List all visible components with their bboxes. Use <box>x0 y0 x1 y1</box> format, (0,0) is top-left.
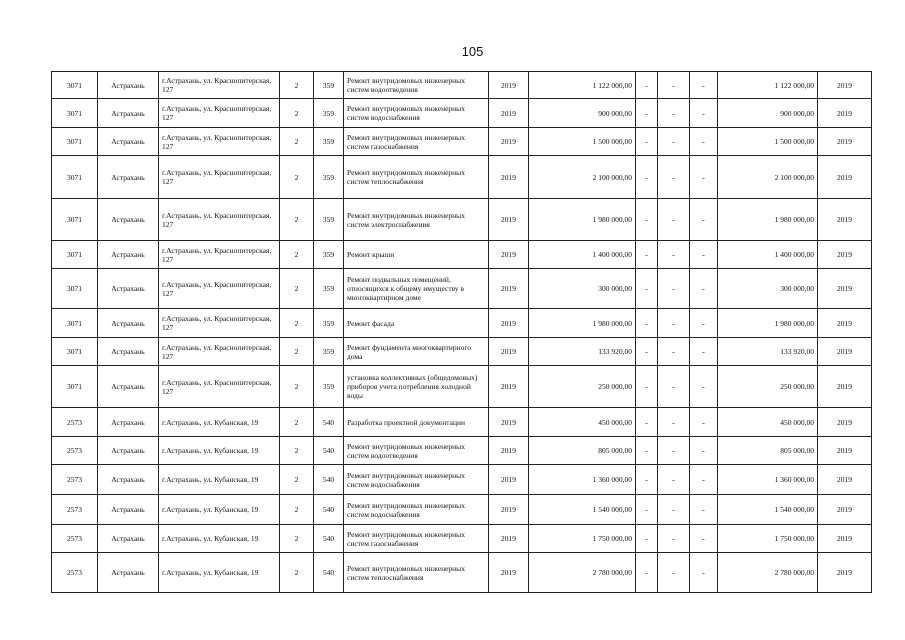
address-cell: г.Астрахань, ул. Краснопитерская, 127 <box>159 338 280 366</box>
dash-cell: - <box>690 199 718 241</box>
total-cell: 1 400 000,00 <box>718 241 818 269</box>
end-year-cell: 2019 <box>818 525 872 553</box>
city-cell: Астрахань <box>98 269 159 309</box>
table-row <box>52 128 872 156</box>
dash-cell: - <box>658 408 690 437</box>
end-year-cell: 2019 <box>818 309 872 338</box>
end-year-cell: 2019 <box>818 269 872 309</box>
number-cell: 2 <box>280 366 314 408</box>
id-cell: 359 <box>314 269 344 309</box>
id-cell: 540 <box>314 525 344 553</box>
code-cell: 3071 <box>52 269 98 309</box>
end-year-cell: 2019 <box>818 553 872 593</box>
number-cell: 2 <box>280 553 314 593</box>
end-year-cell: 2019 <box>818 408 872 437</box>
number-cell: 2 <box>280 156 314 199</box>
dash-cell: - <box>658 338 690 366</box>
number-cell: 2 <box>280 99 314 128</box>
amount-cell: 1 122 000,00 <box>529 72 636 99</box>
table-row <box>52 269 872 309</box>
table-body <box>52 72 872 593</box>
total-cell: 1 750 000,00 <box>718 525 818 553</box>
dash-cell: - <box>636 408 658 437</box>
work-type-cell: Ремонт внутридомовых инженерных систем водоотведения <box>344 437 489 465</box>
dash-cell: - <box>636 525 658 553</box>
address-cell: г.Астрахань, ул. Кубанская, 19 <box>159 553 280 593</box>
work-type-cell: Ремонт внутридомовых инженерных систем водоснабжения <box>344 99 489 128</box>
work-type-cell: Ремонт крыши <box>344 241 489 269</box>
city-cell: Астрахань <box>98 408 159 437</box>
code-cell: 3071 <box>52 338 98 366</box>
dash-cell: - <box>636 128 658 156</box>
year-cell: 2019 <box>489 338 529 366</box>
dash-cell: - <box>658 465 690 495</box>
address-cell: г.Астрахань, ул. Краснопитерская, 127 <box>159 309 280 338</box>
address-cell: г.Астрахань, ул. Кубанская, 19 <box>159 437 280 465</box>
code-cell: 2573 <box>52 553 98 593</box>
city-cell: Астрахань <box>98 465 159 495</box>
total-cell: 2 100 000,00 <box>718 156 818 199</box>
year-cell: 2019 <box>489 128 529 156</box>
id-cell: 359 <box>314 366 344 408</box>
address-cell: г.Астрахань, ул. Кубанская, 19 <box>159 525 280 553</box>
dash-cell: - <box>658 366 690 408</box>
dash-cell: - <box>658 495 690 525</box>
work-type-cell: Ремонт внутридомовых инженерных систем теплоснабжения <box>344 156 489 199</box>
city-cell: Астрахань <box>98 437 159 465</box>
amount-cell: 1 540 000,00 <box>529 495 636 525</box>
code-cell: 3071 <box>52 99 98 128</box>
dash-cell: - <box>636 495 658 525</box>
total-cell: 250 000,00 <box>718 366 818 408</box>
id-cell: 359 <box>314 128 344 156</box>
work-type-cell: Ремонт внутридомовых инженерных систем теплоснабжения <box>344 553 489 593</box>
id-cell: 540 <box>314 465 344 495</box>
dash-cell: - <box>636 366 658 408</box>
dash-cell: - <box>690 495 718 525</box>
dash-cell: - <box>636 309 658 338</box>
code-cell: 3071 <box>52 241 98 269</box>
dash-cell: - <box>636 199 658 241</box>
table-row <box>52 338 872 366</box>
year-cell: 2019 <box>489 366 529 408</box>
id-cell: 359 <box>314 338 344 366</box>
end-year-cell: 2019 <box>818 338 872 366</box>
amount-cell: 1 980 000,00 <box>529 199 636 241</box>
city-cell: Астрахань <box>98 99 159 128</box>
city-cell: Астрахань <box>98 72 159 99</box>
table-row <box>52 72 872 99</box>
number-cell: 2 <box>280 269 314 309</box>
number-cell: 2 <box>280 338 314 366</box>
work-type-cell: Ремонт внутридомовых инженерных систем водоотведения <box>344 72 489 99</box>
city-cell: Астрахань <box>98 338 159 366</box>
number-cell: 2 <box>280 72 314 99</box>
id-cell: 540 <box>314 495 344 525</box>
id-cell: 359 <box>314 156 344 199</box>
work-type-cell: Ремонт внутридомовых инженерных систем газоснабжения <box>344 525 489 553</box>
address-cell: г.Астрахань, ул. Краснопитерская, 127 <box>159 366 280 408</box>
number-cell: 2 <box>280 437 314 465</box>
id-cell: 540 <box>314 553 344 593</box>
total-cell: 450 000,00 <box>718 408 818 437</box>
total-cell: 1 360 000,00 <box>718 465 818 495</box>
dash-cell: - <box>690 525 718 553</box>
amount-cell: 1 500 000,00 <box>529 128 636 156</box>
code-cell: 3071 <box>52 128 98 156</box>
city-cell: Астрахань <box>98 553 159 593</box>
number-cell: 2 <box>280 465 314 495</box>
year-cell: 2019 <box>489 465 529 495</box>
table-row <box>52 437 872 465</box>
address-cell: г.Астрахань, ул. Краснопитерская, 127 <box>159 269 280 309</box>
dash-cell: - <box>658 309 690 338</box>
code-cell: 3071 <box>52 156 98 199</box>
dash-cell: - <box>690 465 718 495</box>
id-cell: 359 <box>314 72 344 99</box>
code-cell: 3071 <box>52 366 98 408</box>
work-type-cell: Ремонт внутридомовых инженерных систем водоснабжения <box>344 465 489 495</box>
number-cell: 2 <box>280 495 314 525</box>
year-cell: 2019 <box>489 156 529 199</box>
year-cell: 2019 <box>489 408 529 437</box>
id-cell: 359 <box>314 199 344 241</box>
dash-cell: - <box>658 553 690 593</box>
end-year-cell: 2019 <box>818 366 872 408</box>
dash-cell: - <box>690 156 718 199</box>
end-year-cell: 2019 <box>818 99 872 128</box>
year-cell: 2019 <box>489 72 529 99</box>
table-row <box>52 495 872 525</box>
dash-cell: - <box>690 338 718 366</box>
city-cell: Астрахань <box>98 156 159 199</box>
table-row <box>52 525 872 553</box>
code-cell: 3071 <box>52 199 98 241</box>
total-cell: 1 122 000,00 <box>718 72 818 99</box>
dash-cell: - <box>658 72 690 99</box>
dash-cell: - <box>636 241 658 269</box>
dash-cell: - <box>690 553 718 593</box>
amount-cell: 133 920,00 <box>529 338 636 366</box>
address-cell: г.Астрахань, ул. Краснопитерская, 127 <box>159 99 280 128</box>
work-type-cell: Ремонт подвальных помещений, относящихся к общему имуществу в многоквартирном доме <box>344 269 489 309</box>
dash-cell: - <box>658 241 690 269</box>
id-cell: 359 <box>314 241 344 269</box>
end-year-cell: 2019 <box>818 437 872 465</box>
dash-cell: - <box>690 366 718 408</box>
city-cell: Астрахань <box>98 309 159 338</box>
dash-cell: - <box>636 72 658 99</box>
total-cell: 805 000,00 <box>718 437 818 465</box>
total-cell: 133 920,00 <box>718 338 818 366</box>
end-year-cell: 2019 <box>818 495 872 525</box>
work-type-cell: Ремонт фундамента многоквартирного дома <box>344 338 489 366</box>
dash-cell: - <box>636 465 658 495</box>
address-cell: г.Астрахань, ул. Кубанская, 19 <box>159 408 280 437</box>
table-row <box>52 199 872 241</box>
end-year-cell: 2019 <box>818 156 872 199</box>
dash-cell: - <box>658 269 690 309</box>
table-row <box>52 241 872 269</box>
end-year-cell: 2019 <box>818 241 872 269</box>
table-row <box>52 99 872 128</box>
year-cell: 2019 <box>489 199 529 241</box>
dash-cell: - <box>690 241 718 269</box>
dash-cell: - <box>658 525 690 553</box>
dash-cell: - <box>690 72 718 99</box>
dash-cell: - <box>690 99 718 128</box>
total-cell: 2 780 000,00 <box>718 553 818 593</box>
amount-cell: 450 000,00 <box>529 408 636 437</box>
dash-cell: - <box>658 156 690 199</box>
amount-cell: 900 000,00 <box>529 99 636 128</box>
year-cell: 2019 <box>489 495 529 525</box>
work-type-cell: Разработка проектной документации <box>344 408 489 437</box>
amount-cell: 1 400 000,00 <box>529 241 636 269</box>
end-year-cell: 2019 <box>818 199 872 241</box>
address-cell: г.Астрахань, ул. Кубанская, 19 <box>159 495 280 525</box>
number-cell: 2 <box>280 408 314 437</box>
city-cell: Астрахань <box>98 199 159 241</box>
amount-cell: 1 980 000,00 <box>529 309 636 338</box>
dash-cell: - <box>690 128 718 156</box>
amount-cell: 1 750 000,00 <box>529 525 636 553</box>
dash-cell: - <box>658 437 690 465</box>
repair-schedule-table <box>51 71 872 593</box>
table-row <box>52 408 872 437</box>
address-cell: г.Астрахань, ул. Кубанская, 19 <box>159 465 280 495</box>
amount-cell: 250 000,00 <box>529 366 636 408</box>
amount-cell: 2 780 000,00 <box>529 553 636 593</box>
code-cell: 2573 <box>52 465 98 495</box>
table-row <box>52 366 872 408</box>
total-cell: 1 980 000,00 <box>718 309 818 338</box>
year-cell: 2019 <box>489 309 529 338</box>
dash-cell: - <box>636 437 658 465</box>
dash-cell: - <box>690 309 718 338</box>
amount-cell: 300 000,00 <box>529 269 636 309</box>
work-type-cell: Ремонт фасада <box>344 309 489 338</box>
address-cell: г.Астрахань, ул. Краснопитерская, 127 <box>159 156 280 199</box>
total-cell: 900 000,00 <box>718 99 818 128</box>
year-cell: 2019 <box>489 99 529 128</box>
page-number: 105 <box>461 44 484 59</box>
city-cell: Астрахань <box>98 241 159 269</box>
number-cell: 2 <box>280 241 314 269</box>
dash-cell: - <box>690 269 718 309</box>
city-cell: Астрахань <box>98 495 159 525</box>
number-cell: 2 <box>280 128 314 156</box>
end-year-cell: 2019 <box>818 128 872 156</box>
end-year-cell: 2019 <box>818 465 872 495</box>
dash-cell: - <box>658 128 690 156</box>
number-cell: 2 <box>280 309 314 338</box>
work-type-cell: Ремонт внутридомовых инженерных систем газоснабжения <box>344 128 489 156</box>
work-type-cell: Ремонт внутридомовых инженерных систем водоснабжения <box>344 495 489 525</box>
address-cell: г.Астрахань, ул. Краснопитерская, 127 <box>159 72 280 99</box>
year-cell: 2019 <box>489 437 529 465</box>
code-cell: 2573 <box>52 408 98 437</box>
table-row <box>52 465 872 495</box>
table-row <box>52 309 872 338</box>
year-cell: 2019 <box>489 241 529 269</box>
dash-cell: - <box>690 437 718 465</box>
table-row <box>52 156 872 199</box>
table-row <box>52 553 872 593</box>
dash-cell: - <box>658 199 690 241</box>
city-cell: Астрахань <box>98 525 159 553</box>
dash-cell: - <box>690 408 718 437</box>
city-cell: Астрахань <box>98 128 159 156</box>
amount-cell: 1 360 000,00 <box>529 465 636 495</box>
address-cell: г.Астрахань, ул. Краснопитерская, 127 <box>159 128 280 156</box>
code-cell: 2573 <box>52 495 98 525</box>
dash-cell: - <box>658 99 690 128</box>
work-type-cell: установка коллективных (общедомовых) приборов учета потребления холодной воды <box>344 366 489 408</box>
id-cell: 540 <box>314 408 344 437</box>
dash-cell: - <box>636 553 658 593</box>
work-type-cell: Ремонт внутридомовых инженерных систем электроснабжения <box>344 199 489 241</box>
number-cell: 2 <box>280 199 314 241</box>
amount-cell: 805 000,00 <box>529 437 636 465</box>
address-cell: г.Астрахань, ул. Краснопитерская, 127 <box>159 199 280 241</box>
end-year-cell: 2019 <box>818 72 872 99</box>
year-cell: 2019 <box>489 553 529 593</box>
code-cell: 3071 <box>52 72 98 99</box>
id-cell: 540 <box>314 437 344 465</box>
code-cell: 3071 <box>52 309 98 338</box>
code-cell: 2573 <box>52 437 98 465</box>
number-cell: 2 <box>280 525 314 553</box>
city-cell: Астрахань <box>98 366 159 408</box>
total-cell: 1 540 000,00 <box>718 495 818 525</box>
total-cell: 1 500 000,00 <box>718 128 818 156</box>
year-cell: 2019 <box>489 269 529 309</box>
total-cell: 1 980 000,00 <box>718 199 818 241</box>
dash-cell: - <box>636 338 658 366</box>
address-cell: г.Астрахань, ул. Краснопитерская, 127 <box>159 241 280 269</box>
year-cell: 2019 <box>489 525 529 553</box>
dash-cell: - <box>636 99 658 128</box>
dash-cell: - <box>636 156 658 199</box>
dash-cell: - <box>636 269 658 309</box>
id-cell: 359 <box>314 309 344 338</box>
id-cell: 359 <box>314 99 344 128</box>
total-cell: 300 000,00 <box>718 269 818 309</box>
amount-cell: 2 100 000,00 <box>529 156 636 199</box>
code-cell: 2573 <box>52 525 98 553</box>
